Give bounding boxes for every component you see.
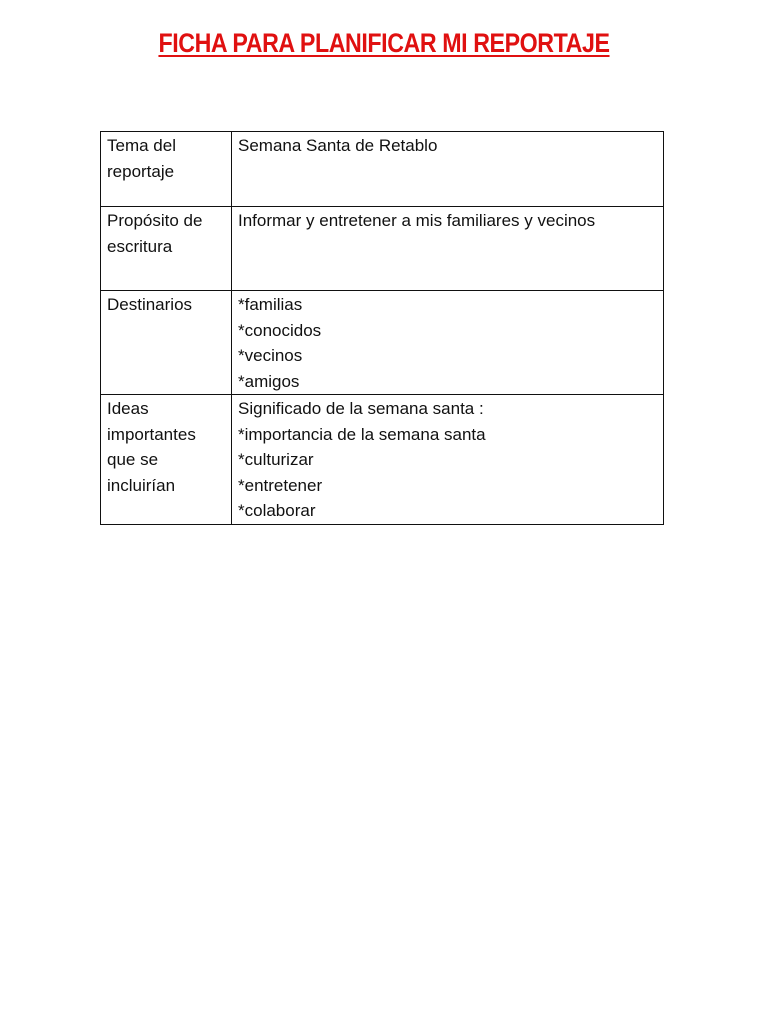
row-label-line: escritura — [107, 236, 173, 256]
row-value — [232, 132, 664, 207]
row-label-line: Tema del — [107, 136, 176, 155]
row-value-line: *vecinos — [238, 346, 303, 365]
row-label-line: reportaje — [107, 161, 175, 181]
planning-table — [100, 131, 664, 525]
row-label-line: que se — [107, 450, 159, 469]
row-label — [101, 395, 232, 525]
table-row — [101, 395, 664, 525]
row-value-line: *conocidos — [238, 320, 322, 340]
table-row — [101, 207, 664, 291]
row-value-line: *culturizar — [238, 450, 314, 469]
row-value-line: *entretener — [238, 475, 323, 495]
row-label-line: importantes — [107, 424, 196, 444]
row-label-line: Propósito de — [107, 211, 203, 230]
row-label-line: incluirían — [107, 475, 176, 495]
row-value — [232, 291, 664, 395]
row-label — [101, 291, 232, 395]
row-value — [232, 395, 664, 525]
row-value-line: Informar y entretener a mis familiares y vecinos — [238, 211, 596, 230]
row-value-line: *importancia de la semana santa — [238, 424, 486, 444]
row-value — [232, 207, 664, 291]
row-value-line: *colaborar — [238, 501, 316, 520]
row-label-line: Destinarios — [107, 295, 193, 314]
table-row — [101, 132, 664, 207]
row-value-line: *familias — [238, 295, 303, 314]
row-label-line: Ideas — [107, 399, 149, 418]
row-value-line: *amigos — [238, 371, 300, 391]
row-label — [101, 132, 232, 207]
row-value-line: Significado de la semana santa : — [238, 399, 484, 418]
row-value-line: Semana Santa de Retablo — [238, 136, 438, 155]
row-label — [101, 207, 232, 291]
table-row — [101, 291, 664, 395]
document-title: FICHA PARA PLANIFICAR MI REPORTAJE — [158, 28, 610, 58]
